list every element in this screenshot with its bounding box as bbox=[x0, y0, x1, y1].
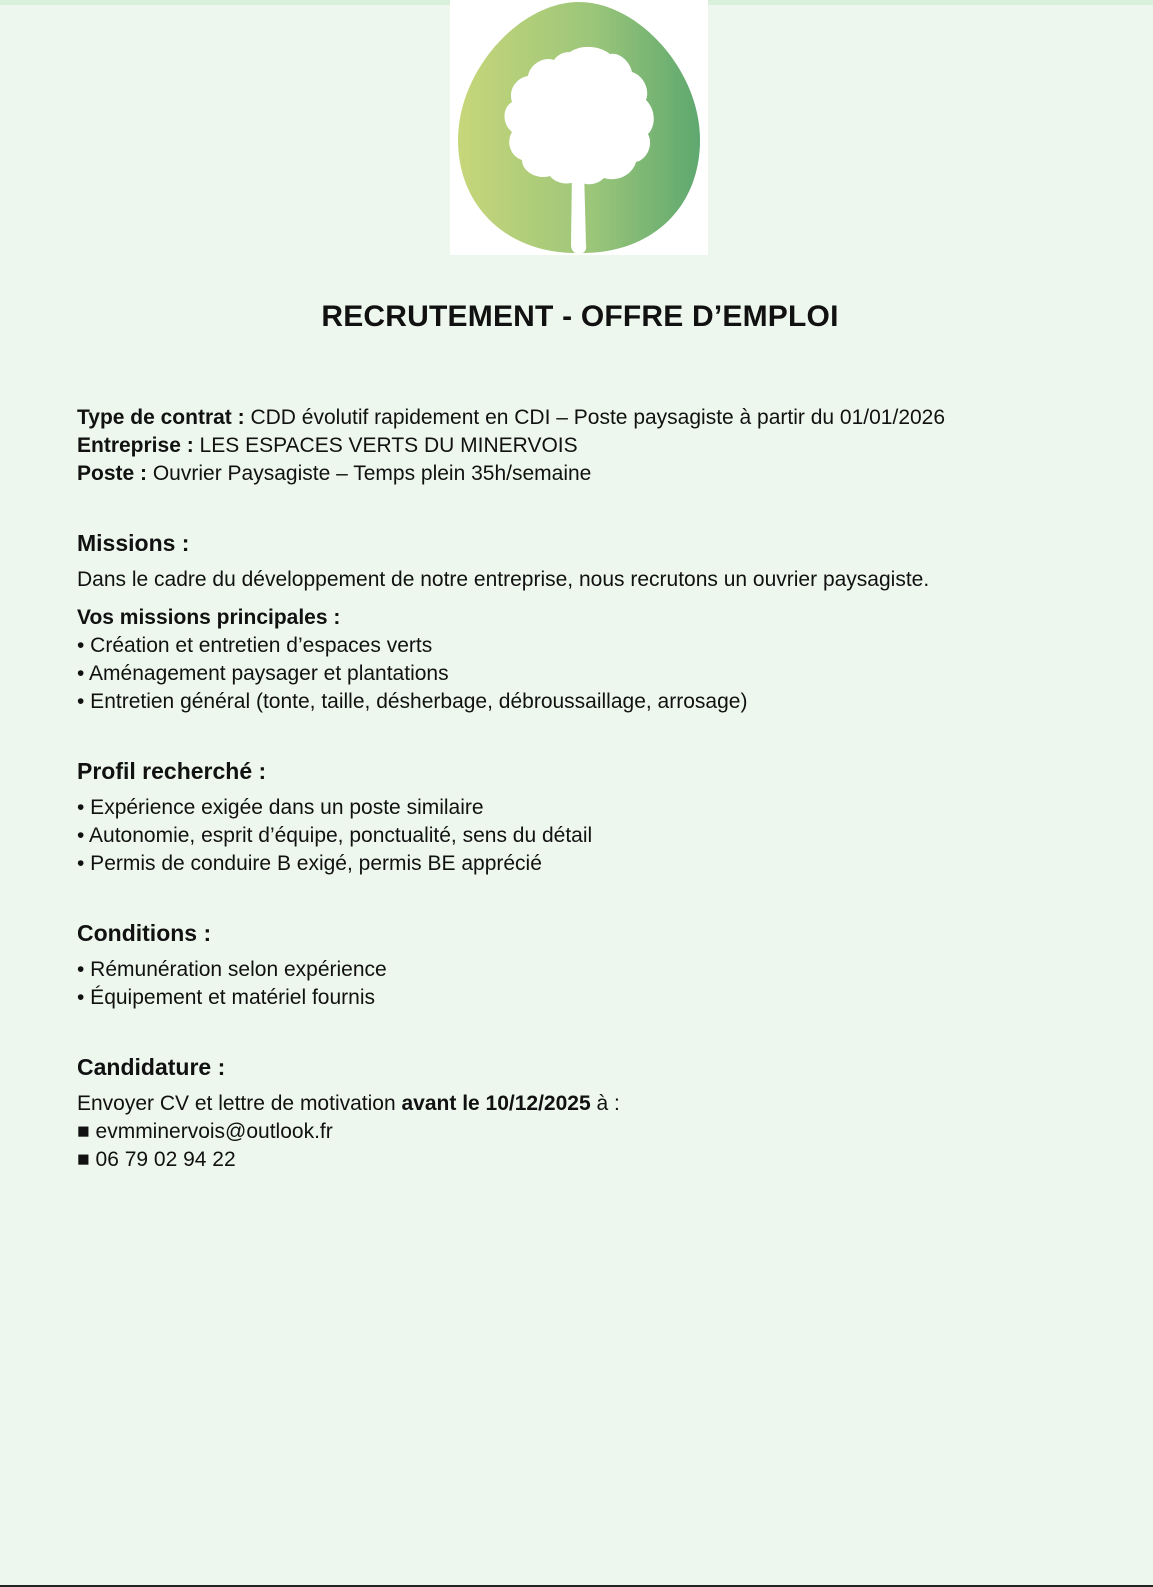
application-heading: Candidature : bbox=[77, 1054, 226, 1080]
contact-email[interactable]: ■ evmminervois@outlook.fr bbox=[77, 1120, 333, 1143]
missions-heading: Missions : bbox=[77, 530, 190, 556]
application-text-before: Envoyer CV et lettre de motivation bbox=[77, 1092, 402, 1115]
position-value: Ouvrier Paysagiste – Temps plein 35h/semaine bbox=[147, 462, 592, 485]
application-deadline: avant le 10/12/2025 bbox=[401, 1092, 591, 1115]
position-line bbox=[77, 460, 1117, 488]
missions-subheading: Vos missions principales : bbox=[77, 606, 341, 629]
company-value: LES ESPACES VERTS DU MINERVOIS bbox=[193, 434, 578, 457]
company-label: Entreprise : bbox=[77, 434, 194, 457]
application-text-after: à : bbox=[590, 1092, 620, 1115]
profile-item: • Autonomie, esprit d’équipe, ponctualité, sens du détail bbox=[77, 824, 593, 847]
job-offer-content bbox=[77, 404, 1117, 1174]
profile-item: • Expérience exigée dans un poste similaire bbox=[77, 796, 484, 819]
page-title: RECRUTEMENT - OFFRE D’EMPLOI bbox=[321, 300, 839, 333]
application-instructions bbox=[77, 1090, 1117, 1118]
profile-heading: Profil recherché : bbox=[77, 758, 267, 784]
contract-type-line bbox=[77, 404, 1117, 432]
contract-type-value: CDD évolutif rapidement en CDI – Poste paysagiste à partir du 01/01/2026 bbox=[244, 406, 946, 429]
position-label: Poste : bbox=[77, 462, 148, 485]
missions-item: • Aménagement paysager et plantations bbox=[77, 662, 449, 685]
missions-item: • Création et entretien d’espaces verts bbox=[77, 634, 433, 657]
contact-phone[interactable]: ■ 06 79 02 94 22 bbox=[77, 1148, 236, 1171]
missions-item: • Entretien général (tonte, taille, désherbage, débroussaillage, arrosage) bbox=[77, 690, 748, 713]
company-logo bbox=[450, 0, 708, 255]
contract-type-label: Type de contrat : bbox=[77, 406, 245, 429]
profile-item: • Permis de conduire B exigé, permis BE apprécié bbox=[77, 852, 542, 875]
company-line bbox=[77, 432, 1117, 460]
conditions-item: • Équipement et matériel fournis bbox=[77, 986, 375, 1009]
conditions-heading: Conditions : bbox=[77, 920, 212, 946]
missions-intro: Dans le cadre du développement de notre entreprise, nous recrutons un ouvrier paysagiste. bbox=[77, 568, 930, 591]
conditions-item: • Rémunération selon expérience bbox=[77, 958, 387, 981]
tree-leaf-logo-icon bbox=[450, 0, 708, 255]
